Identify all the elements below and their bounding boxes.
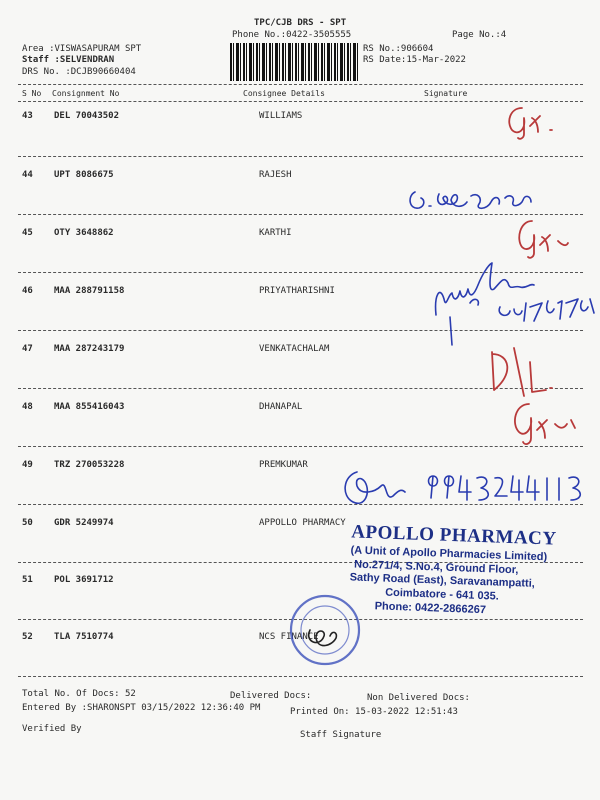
row-consignee: RAJESH — [259, 170, 292, 180]
column-header-consignment: Consignment No — [52, 89, 120, 98]
total-docs: Total No. Of Docs: 52 — [22, 689, 136, 699]
row-sno: 50 — [22, 518, 33, 528]
table-row — [0, 460, 600, 474]
stamp-line-5: Phone: 0422-2866267 — [374, 600, 487, 616]
stamp-line-3: Sathy Road (East), Saravanampatti, — [349, 571, 536, 591]
staff-label: Staff :SELVENDRAN — [22, 55, 115, 65]
row-divider — [18, 214, 583, 215]
row-divider — [18, 504, 583, 505]
stamp-name: APOLLO PHARMACY — [350, 521, 557, 550]
table-row — [0, 286, 600, 300]
verified-by: Verified By — [22, 724, 82, 734]
stamp-line-2: No.271/4, S.No.4, Ground Floor, — [353, 558, 519, 576]
row-sno: 52 — [22, 632, 33, 642]
document-title: TPC/CJB DRS - SPT — [254, 18, 347, 28]
row-sno: 47 — [22, 344, 33, 354]
table-row — [0, 402, 600, 416]
staff-signature-label: Staff Signature — [300, 730, 382, 740]
row-consignee: VENKATACHALAM — [259, 344, 330, 354]
row-sno: 51 — [22, 575, 33, 585]
printed-on: Printed On: 15-03-2022 12:51:43 — [290, 707, 458, 717]
signature-row-46 — [430, 255, 600, 355]
row-consignee: DHANAPAL — [259, 402, 303, 412]
row-divider — [18, 388, 583, 389]
delivered-docs: Delivered Docs: — [230, 691, 312, 701]
row-consignee: APPOLLO PHARMACY — [259, 518, 346, 528]
row-divider — [18, 330, 583, 331]
row-consignment-no: POL 3691712 — [54, 575, 114, 585]
column-header-divider — [18, 101, 583, 102]
rs-date: RS Date:15-Mar-2022 — [363, 55, 466, 65]
row-divider — [18, 619, 583, 620]
row-divider — [18, 446, 583, 447]
page-number: Page No.:4 — [452, 30, 507, 40]
row-consignee: PREMKUMAR — [259, 460, 308, 470]
stamp-line-1: (A Unit of Apollo Pharmacies Limited) — [350, 544, 548, 564]
row-consignment-no: MAA 287243179 — [54, 344, 125, 354]
row-consignment-no: MAA 855416043 — [54, 402, 125, 412]
table-row — [0, 228, 600, 242]
entered-by: Entered By :SHARONSPT 03/15/2022 12:36:40 PM — [22, 703, 261, 713]
row-consignee: PRIYATHARISHNI — [259, 286, 335, 296]
row-divider — [18, 272, 583, 273]
table-row — [0, 111, 600, 125]
table-row — [0, 344, 600, 358]
row-consignment-no: GDR 5249974 — [54, 518, 114, 528]
table-row — [0, 170, 600, 184]
row-divider — [18, 156, 583, 157]
area-label: Area :VISWASAPURAM SPT — [22, 44, 142, 54]
apollo-pharmacy-stamp — [348, 520, 557, 620]
header-divider — [18, 84, 583, 85]
column-header-sno: S No — [22, 89, 42, 98]
barcode — [230, 43, 360, 81]
phone-number: Phone No.:0422-3505555 — [232, 30, 352, 40]
row-sno: 48 — [22, 402, 33, 412]
row-sno: 44 — [22, 170, 33, 180]
column-header-consignee: Consignee Details — [243, 89, 325, 98]
rs-number: RS No.:906604 — [363, 44, 434, 54]
row-sno: 45 — [22, 228, 33, 238]
drs-number: DRS No. :DCJB90660404 — [22, 67, 136, 77]
stamp-line-4: Coimbatore - 641 035. — [384, 586, 500, 603]
row-consignee: KARTHI — [259, 228, 292, 238]
row-consignee: NCS FINANCE — [259, 632, 319, 642]
row-consignment-no: UPT 8086675 — [54, 170, 114, 180]
non-delivered-docs: Non Delivered Docs: — [367, 693, 470, 703]
row-consignee: WILLIAMS — [259, 111, 303, 121]
row-consignment-no: TLA 7510774 — [54, 632, 114, 642]
row-consignment-no: TRZ 270053228 — [54, 460, 125, 470]
row-sno: 49 — [22, 460, 33, 470]
row-consignment-no: OTY 3648862 — [54, 228, 114, 238]
row-sno: 46 — [22, 286, 33, 296]
table-row — [0, 632, 600, 646]
table-bottom-divider — [18, 676, 583, 677]
column-header-signature: Signature — [424, 89, 468, 98]
row-sno: 43 — [22, 111, 33, 121]
row-consignment-no: DEL 70043502 — [54, 111, 120, 121]
row-consignment-no: MAA 288791158 — [54, 286, 125, 296]
